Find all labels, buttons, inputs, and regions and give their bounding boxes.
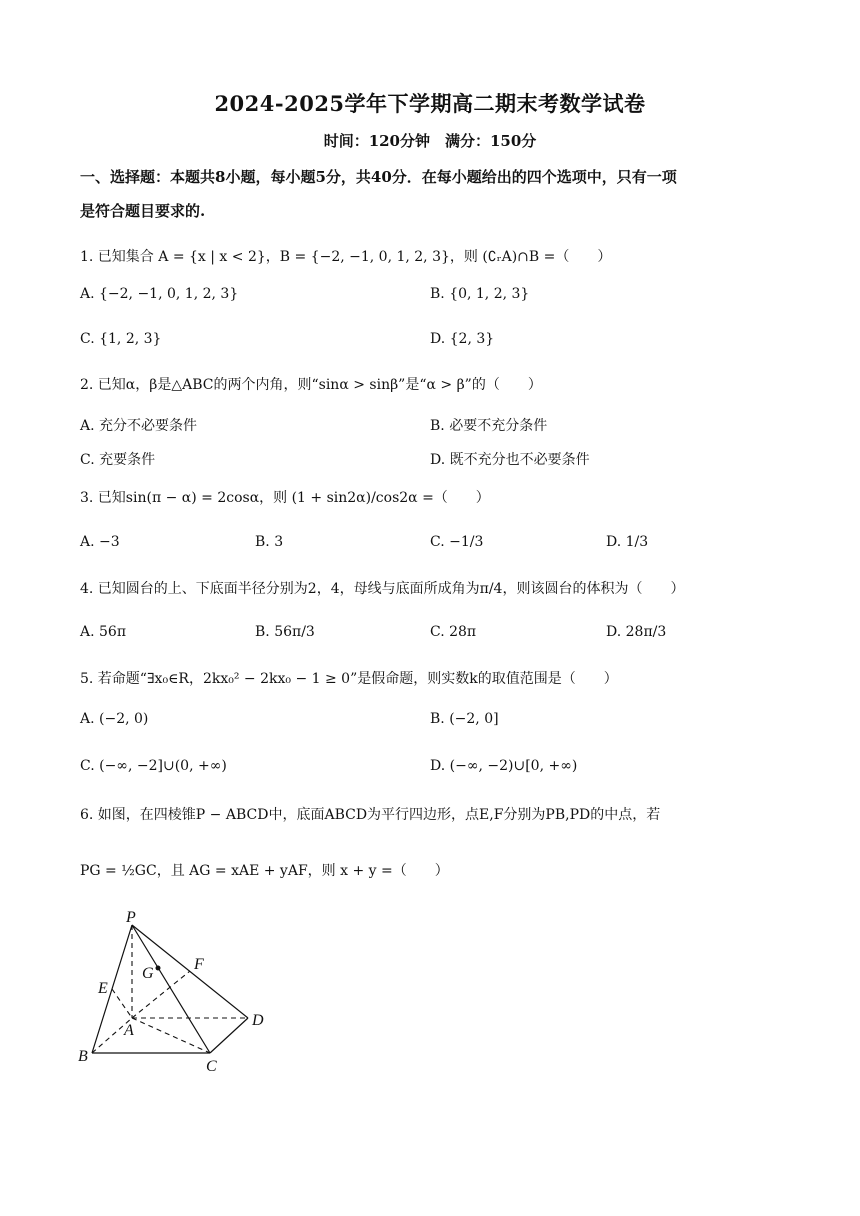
label-f: F — [194, 956, 204, 973]
question-2-option-c: C. 充要条件 — [80, 452, 156, 468]
question-1-option-b: B. {0, 1, 2, 3} — [430, 286, 530, 302]
question-5-stem: 5. 若命题“∃x₀∈R，2kx₀² − 2kx₀ − 1 ≥ 0”是假命题，则实数k的取值范围是（ ） — [80, 671, 618, 687]
segment-af — [132, 971, 190, 1018]
question-2-option-b: B. 必要不充分条件 — [430, 418, 548, 434]
question-3-option-d: D. 1/3 — [606, 534, 649, 550]
exam-time-score: 时间：120分钟 满分：150分 — [323, 132, 537, 150]
label-e: E — [98, 980, 108, 997]
question-4-stem: 4. 已知圆台的上、下底面半径分别为2，4，母线与底面所成角为π/4，则该圆台的体积为（ ） — [80, 581, 685, 597]
label-c: C — [206, 1058, 217, 1075]
label-p: P — [126, 909, 136, 926]
point-g — [156, 966, 161, 971]
question-1-option-a: A. {−2, −1, 0, 1, 2, 3} — [80, 286, 239, 302]
edge-pc — [132, 925, 210, 1053]
question-6-stem: 6. 如图，在四棱锥P − ABCD中，底面ABCD为平行四边形，点E,F分别为PB,PD的中点，若 — [80, 807, 661, 823]
question-2-stem: 2. 已知α，β是△ABC的两个内角，则“sinα > sinβ”是“α > β”的（ ） — [80, 377, 542, 393]
question-3-option-b: B. 3 — [255, 534, 284, 550]
question-5-option-b: B. (−2, 0] — [430, 711, 499, 727]
section-heading-line1: 一、选择题：本题共8小题，每小题5分，共40分．在每小题给出的四个选项中，只有一项 — [80, 168, 677, 186]
page-title: 2024-2025学年下学期高二期末考数学试卷 — [214, 91, 646, 116]
edge-ac — [132, 1018, 210, 1053]
label-g: G — [142, 965, 154, 982]
question-1-option-d: D. {2, 3} — [430, 331, 495, 347]
segment-ae — [112, 989, 132, 1018]
question-2-option-d: D. 既不充分也不必要条件 — [430, 452, 590, 468]
question-5-option-d: D. (−∞, −2)∪[0, +∞) — [430, 758, 578, 774]
question-6-stem-line2: PG = ½GC，且 AG = xAE + yAF，则 x + y =（ ） — [80, 863, 449, 879]
question-4-option-c: C. 28π — [430, 624, 477, 640]
label-a: A — [124, 1022, 134, 1039]
question-1-stem: 1. 已知集合 A = {x | x < 2}，B = {−2, −1, 0, 1, 2, 3}，则 (∁ᵣA)∩B =（ ） — [80, 249, 612, 265]
edge-cd — [210, 1018, 248, 1053]
label-b: B — [78, 1048, 88, 1065]
question-2-option-a: A. 充分不必要条件 — [80, 418, 198, 434]
question-4-option-a: A. 56π — [80, 624, 127, 640]
pyramid-figure — [72, 905, 282, 1085]
question-5-option-a: A. (−2, 0) — [80, 711, 149, 727]
question-1-option-c: C. {1, 2, 3} — [80, 331, 162, 347]
question-3-option-c: C. −1/3 — [430, 534, 484, 550]
question-3-stem: 3. 已知sin(π − α) = 2cosα，则 (1 + sin2α)/cos2α =（ ） — [80, 490, 490, 506]
section-heading-line2: 是符合题目要求的. — [80, 202, 206, 220]
question-4-option-d: D. 28π/3 — [606, 624, 667, 640]
label-d: D — [252, 1012, 264, 1029]
question-5-option-c: C. (−∞, −2]∪(0, +∞) — [80, 758, 227, 774]
question-3-option-a: A. −3 — [80, 534, 120, 550]
question-4-option-b: B. 56π/3 — [255, 624, 315, 640]
